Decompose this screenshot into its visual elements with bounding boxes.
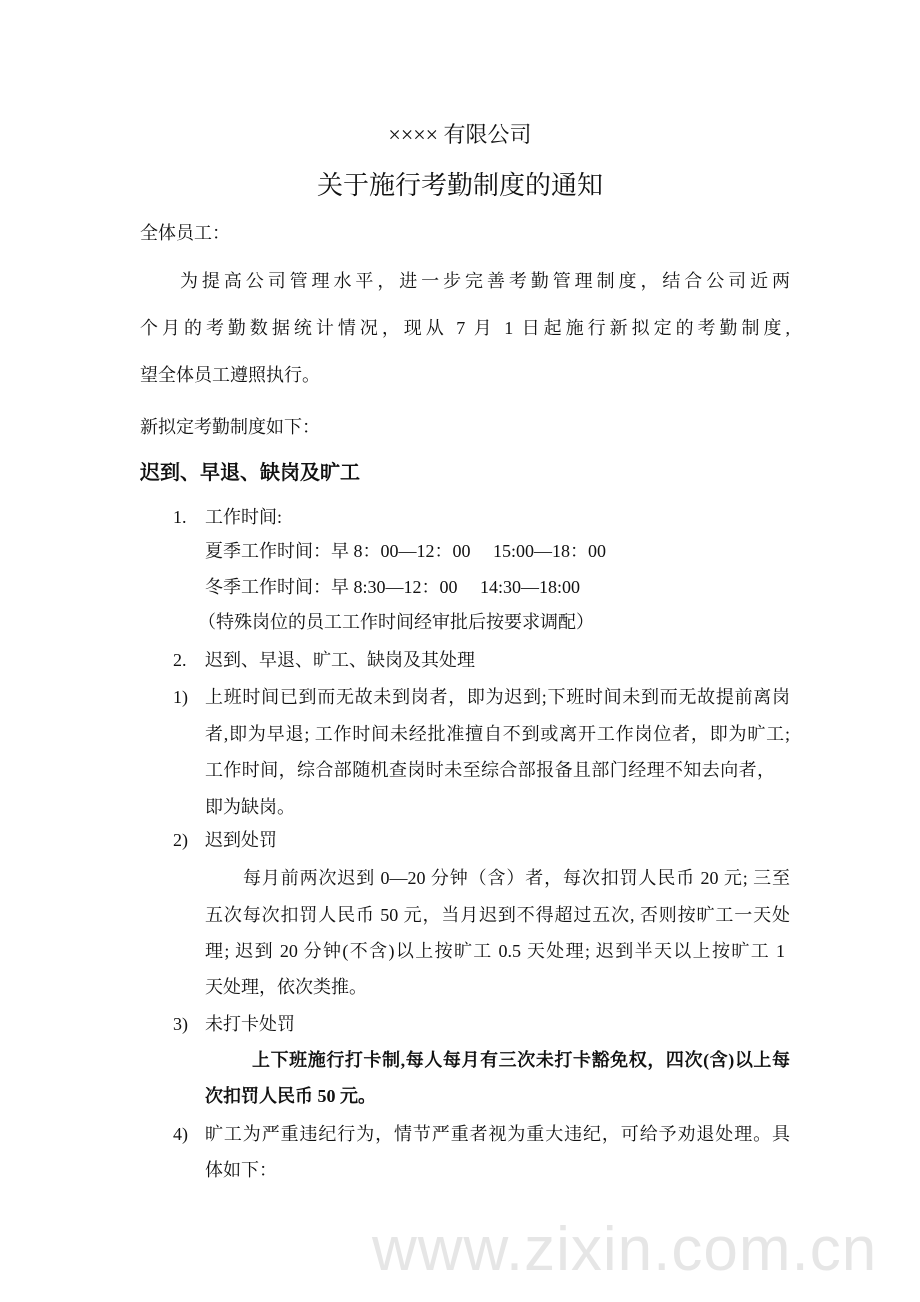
winter-hours: 冬季工作时间：早 8:30—12：00 14:30—18:00 <box>205 577 581 597</box>
sub-line: 体如下： <box>205 1160 277 1180</box>
section-heading: 迟到、早退、缺岗及旷工 <box>140 462 360 484</box>
intro-line: 个月的考勤数据统计情况，现从 7 月 1 日起施行新拟定的考勤制度, <box>140 318 790 338</box>
sub-number: 4) <box>173 1124 188 1144</box>
sub-number: 3) <box>173 1014 188 1034</box>
sub-label: 迟到处罚 <box>205 830 277 850</box>
sub-line-bold: 次扣罚人民币 50 元。 <box>205 1086 376 1106</box>
sub-label: 未打卡处罚 <box>205 1014 295 1034</box>
sub-line: 每月前两次迟到 0—20 分钟（含）者，每次扣罚人民币 20 元; 三至 <box>243 868 790 888</box>
watermark: www.zixin.com.cn <box>372 1215 878 1284</box>
item-label: 工作时间: <box>205 507 283 527</box>
summer-hours: 夏季工作时间：早 8：00—12：00 15:00—18：00 <box>205 541 606 561</box>
sub-line: 者,即为早退; 工作时间未经批准擅自不到或离开工作岗位者，即为旷工; <box>205 724 790 744</box>
lead-text: 新拟定考勤制度如下： <box>140 417 320 437</box>
sub-line: 上班时间已到而无故未到岗者，即为迟到;下班时间未到而无故提前离岗 <box>205 687 790 707</box>
sub-line: 工作时间，综合部随机查岗时未至综合部报备且部门经理不知去向者， <box>205 760 775 780</box>
salutation: 全体员工： <box>140 223 230 243</box>
company-name: ×××× 有限公司 <box>388 122 532 147</box>
list-number: 2. <box>173 650 187 670</box>
sub-line: 即为缺岗。 <box>205 797 295 817</box>
sub-line-bold: 上下班施行打卡制,每人每月有三次未打卡豁免权，四次(含)以上每 <box>252 1050 790 1070</box>
intro-line: 望全体员工遵照执行。 <box>140 365 320 385</box>
sub-number: 1) <box>173 687 188 707</box>
sub-number: 2) <box>173 830 188 850</box>
item-label: 迟到、早退、旷工、缺岗及其处理 <box>205 650 475 670</box>
sub-line: 五次每次扣罚人民币 50 元，当月迟到不得超过五次, 否则按旷工一天处 <box>205 905 790 925</box>
sub-line: 理; 迟到 20 分钟(不含)以上按旷工 0.5 天处理; 迟到半天以上按旷工 1 <box>205 941 785 961</box>
sub-line: 天处理，依次类推。 <box>205 977 367 997</box>
intro-line: 为提高公司管理水平，进一步完善考勤管理制度，结合公司近两 <box>180 271 790 291</box>
document-title: 关于施行考勤制度的通知 <box>316 171 603 200</box>
special-note: （特殊岗位的员工工作时间经审批后按要求调配） <box>198 612 594 632</box>
list-number: 1. <box>173 507 187 527</box>
sub-line: 旷工为严重违纪行为，情节严重者视为重大违纪，可给予劝退处理。具 <box>205 1124 790 1144</box>
